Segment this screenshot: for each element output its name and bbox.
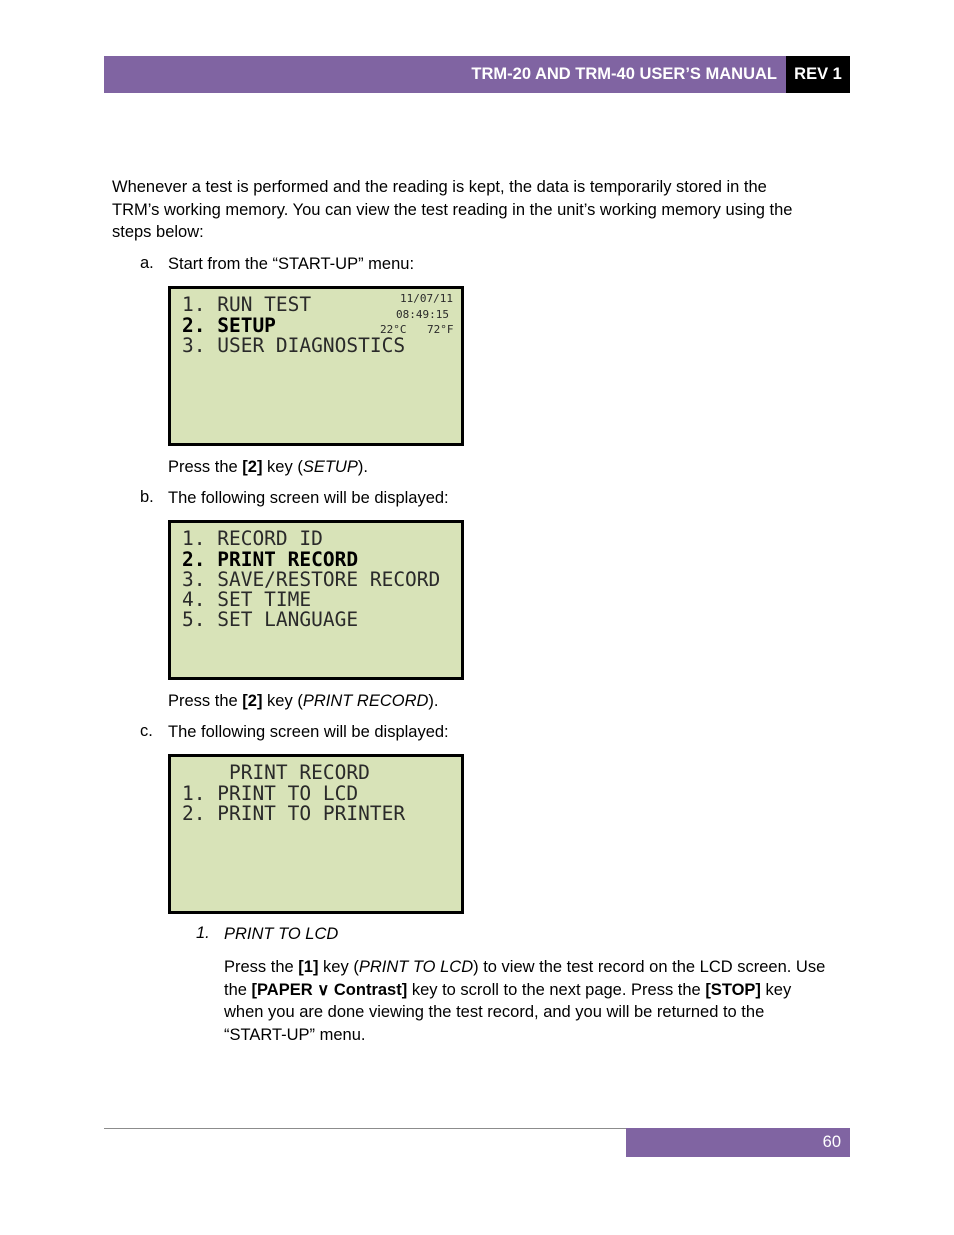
text: key ( <box>318 958 359 976</box>
lcd-startup-screen <box>168 286 464 446</box>
lcd-title: PRINT RECORD <box>182 761 370 784</box>
step-c-text: The following screen will be displayed: <box>168 723 449 741</box>
key-paper-contrast: [PAPER ∨ Contrast] <box>251 980 408 999</box>
text: key <box>760 980 792 999</box>
lcd-temp-c: 22°C <box>380 323 407 336</box>
step-b-text: The following screen will be displayed: <box>168 489 449 507</box>
lcd-line-selected: 2. SETUP <box>182 314 276 337</box>
intro-line: TRM’s working memory. You can view the test reading in the unit’s working memory using the <box>112 200 793 219</box>
text: the <box>224 980 252 999</box>
press-setup-instruction <box>168 456 368 479</box>
intro-line: steps below: <box>112 223 204 241</box>
description-line: when you are done viewing the test record, and you will be returned to the <box>224 1003 765 1021</box>
lcd-date: 11/07/11 <box>400 292 453 305</box>
text: ) to view the test record on the LCD screen. Use <box>473 958 826 976</box>
key-name: SETUP <box>302 458 358 476</box>
intro-paragraph <box>112 176 792 244</box>
step-b-marker: b. <box>140 488 154 506</box>
text: key to scroll to the next page. Press the <box>407 980 706 999</box>
key-2: [2] <box>242 692 263 710</box>
description-line <box>224 956 825 979</box>
lcd-line-selected: 2. PRINT RECORD <box>182 548 359 571</box>
sub-item-description <box>224 956 825 1046</box>
sub-item-title: PRINT TO LCD <box>224 925 339 943</box>
header-title-text: TRM-20 AND TRM-40 USER’S MANUAL <box>471 65 777 83</box>
text: key ( <box>262 692 303 710</box>
lcd-line: 2. PRINT TO PRINTER <box>182 802 406 825</box>
step-a-marker: a. <box>140 254 154 272</box>
text: Press the <box>224 958 299 976</box>
lcd-line: 1. RUN TEST <box>182 293 312 316</box>
lcd-print-record-screen <box>168 754 464 914</box>
key-name: PRINT TO LCD <box>358 958 474 976</box>
footer-rule <box>104 1128 626 1129</box>
lcd-line: 1. PRINT TO LCD <box>182 782 359 805</box>
lcd-temp-f: 72°F <box>427 323 454 336</box>
page-number-text: 60 <box>822 1133 841 1151</box>
key-stop: [STOP] <box>705 980 761 999</box>
text: Press the <box>168 458 243 476</box>
text: ). <box>428 692 439 710</box>
key-2: [2] <box>242 458 263 476</box>
step-c-marker: c. <box>140 722 153 740</box>
key-1: [1] <box>298 958 319 976</box>
press-print-record-instruction <box>168 690 439 713</box>
header-title <box>104 56 786 93</box>
lcd-line: 3. USER DIAGNOSTICS <box>182 334 406 357</box>
step-a-text: Start from the “START-UP” menu: <box>168 255 415 273</box>
description-line: “START-UP” menu. <box>224 1025 366 1044</box>
sub-item-marker: 1. <box>196 924 210 942</box>
lcd-line: 1. RECORD ID <box>182 527 323 550</box>
lcd-line: 5. SET LANGUAGE <box>182 608 359 631</box>
intro-line: Whenever a test is performed and the reading is kept, the data is temporarily stored in the <box>112 178 767 196</box>
text: key ( <box>262 458 303 476</box>
lcd-time: 08:49:15 <box>396 308 449 321</box>
header-rev <box>786 56 850 93</box>
header-rev-text: REV 1 <box>794 65 842 83</box>
lcd-setup-screen <box>168 520 464 680</box>
description-line <box>224 979 825 1002</box>
lcd-line: 4. SET TIME <box>182 588 312 611</box>
text: ). <box>357 458 368 476</box>
key-name: PRINT RECORD <box>302 692 429 710</box>
lcd-line: 3. SAVE/RESTORE RECORD <box>182 568 441 591</box>
text: Press the <box>168 692 243 710</box>
page-number <box>626 1128 850 1157</box>
